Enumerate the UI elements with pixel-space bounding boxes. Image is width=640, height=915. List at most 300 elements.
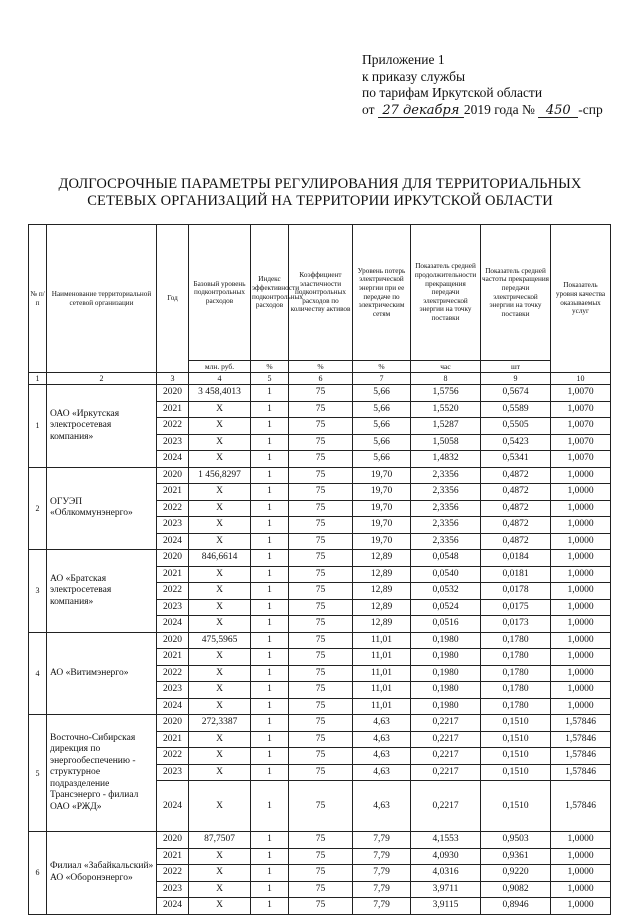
- data-cell: 1: [251, 665, 289, 682]
- unit-cell: %: [353, 361, 411, 373]
- data-cell: 1,0070: [551, 451, 611, 468]
- handwritten-date: 27 декабря: [378, 104, 464, 118]
- column-header: Базовый уровень подконтрольных расходов: [189, 225, 251, 361]
- data-cell: 1: [251, 698, 289, 715]
- data-cell: 1,57846: [551, 764, 611, 781]
- data-cell: 0,0532: [411, 583, 481, 600]
- row-number: 4: [29, 632, 47, 715]
- data-cell: 2024: [157, 781, 189, 832]
- data-cell: 19,70: [353, 500, 411, 517]
- data-cell: 75: [289, 616, 353, 633]
- data-cell: 2023: [157, 682, 189, 699]
- data-cell: 75: [289, 566, 353, 583]
- data-cell: 75: [289, 418, 353, 435]
- data-cell: 4,0316: [411, 865, 481, 882]
- row-number: 5: [29, 715, 47, 832]
- data-cell: 75: [289, 881, 353, 898]
- data-cell: 1,5058: [411, 434, 481, 451]
- data-cell: 7,79: [353, 865, 411, 882]
- data-cell: 2021: [157, 566, 189, 583]
- data-cell: 1: [251, 832, 289, 849]
- data-cell: 272,3387: [189, 715, 251, 732]
- data-cell: 1: [251, 781, 289, 832]
- data-cell: 1: [251, 748, 289, 765]
- data-cell: 1,0000: [551, 599, 611, 616]
- data-cell: 0,1980: [411, 665, 481, 682]
- data-cell: 2023: [157, 881, 189, 898]
- data-cell: 1: [251, 418, 289, 435]
- data-cell: 5,66: [353, 401, 411, 418]
- table-row: [29, 715, 611, 732]
- data-cell: 2,3356: [411, 500, 481, 517]
- document-title: [0, 176, 640, 210]
- data-cell: Х: [189, 665, 251, 682]
- data-cell: 2023: [157, 764, 189, 781]
- data-cell: 0,9361: [481, 848, 551, 865]
- data-cell: 1,0000: [551, 566, 611, 583]
- organization-name: АО «Витимэнерго»: [47, 632, 157, 715]
- organization-name: Филиал «Забайкальский» АО «Оборонэнерго»: [47, 832, 157, 915]
- data-cell: 0,1980: [411, 632, 481, 649]
- data-cell: 75: [289, 599, 353, 616]
- data-cell: 1,0070: [551, 385, 611, 402]
- data-cell: 0,2217: [411, 715, 481, 732]
- column-header: Уровень потерь электрической энергии при ее передаче по электрическим сетям: [353, 225, 411, 361]
- column-header: Коэффициент эластичности подконтрольных расходов по количеству активов: [289, 225, 353, 361]
- column-header: № п/п: [29, 225, 47, 373]
- column-number: 7: [353, 373, 411, 385]
- data-cell: Х: [189, 517, 251, 534]
- data-cell: 3 458,4013: [189, 385, 251, 402]
- row-number: 2: [29, 467, 47, 550]
- data-cell: 0,0175: [481, 599, 551, 616]
- data-cell: 1,0070: [551, 434, 611, 451]
- data-cell: 75: [289, 698, 353, 715]
- data-cell: 0,5423: [481, 434, 551, 451]
- data-cell: 0,0516: [411, 616, 481, 633]
- column-header: Показатель средней частоты прекращения передачи электрической энергии на точку поставки: [481, 225, 551, 361]
- data-cell: 0,5505: [481, 418, 551, 435]
- data-cell: 1,0000: [551, 881, 611, 898]
- data-cell: 75: [289, 583, 353, 600]
- data-cell: 0,1510: [481, 764, 551, 781]
- data-cell: 12,89: [353, 583, 411, 600]
- row-number: 3: [29, 550, 47, 633]
- data-cell: Х: [189, 566, 251, 583]
- data-cell: Х: [189, 731, 251, 748]
- appendix-date-line: [362, 102, 632, 119]
- data-cell: 75: [289, 865, 353, 882]
- handwritten-number: 450: [538, 104, 578, 118]
- data-cell: 75: [289, 682, 353, 699]
- data-cell: 0,4872: [481, 517, 551, 534]
- data-cell: 1: [251, 550, 289, 567]
- data-cell: 0,9082: [481, 881, 551, 898]
- parameters-table: [28, 224, 611, 915]
- unit-cell: час: [411, 361, 481, 373]
- data-cell: 87,7507: [189, 832, 251, 849]
- column-header: Наименование территориальной сетевой организации: [47, 225, 157, 373]
- data-cell: 0,2217: [411, 731, 481, 748]
- data-cell: 0,1510: [481, 731, 551, 748]
- data-cell: 75: [289, 748, 353, 765]
- data-cell: 1,57846: [551, 781, 611, 832]
- data-cell: 75: [289, 632, 353, 649]
- data-cell: 0,4872: [481, 500, 551, 517]
- data-cell: Х: [189, 583, 251, 600]
- data-cell: 1,0000: [551, 500, 611, 517]
- data-cell: Х: [189, 418, 251, 435]
- data-cell: Х: [189, 401, 251, 418]
- data-cell: 2020: [157, 715, 189, 732]
- data-cell: 1,0000: [551, 632, 611, 649]
- data-cell: 4,63: [353, 731, 411, 748]
- data-cell: 0,1780: [481, 682, 551, 699]
- data-cell: 3,9115: [411, 898, 481, 915]
- data-cell: 11,01: [353, 665, 411, 682]
- column-number: 4: [189, 373, 251, 385]
- data-cell: 1,0000: [551, 467, 611, 484]
- data-cell: 2,3356: [411, 484, 481, 501]
- data-cell: 1,0000: [551, 665, 611, 682]
- data-cell: 2022: [157, 665, 189, 682]
- data-cell: 1,0000: [551, 649, 611, 666]
- data-cell: 0,1980: [411, 649, 481, 666]
- data-cell: 2021: [157, 484, 189, 501]
- data-cell: 846,6614: [189, 550, 251, 567]
- data-cell: 2,3356: [411, 467, 481, 484]
- column-number: 1: [29, 373, 47, 385]
- data-cell: 1,0000: [551, 698, 611, 715]
- data-cell: 0,1780: [481, 632, 551, 649]
- data-cell: 1: [251, 616, 289, 633]
- data-cell: 1: [251, 583, 289, 600]
- data-cell: 75: [289, 832, 353, 849]
- column-header: Год: [157, 225, 189, 373]
- data-cell: 0,1780: [481, 665, 551, 682]
- data-cell: 1,0000: [551, 583, 611, 600]
- data-cell: 1: [251, 881, 289, 898]
- data-cell: 4,1553: [411, 832, 481, 849]
- data-cell: 75: [289, 467, 353, 484]
- data-cell: 12,89: [353, 599, 411, 616]
- data-cell: 2023: [157, 434, 189, 451]
- data-cell: 5,66: [353, 418, 411, 435]
- data-cell: 75: [289, 517, 353, 534]
- data-cell: 1: [251, 682, 289, 699]
- unit-cell: шт: [481, 361, 551, 373]
- data-cell: 1: [251, 865, 289, 882]
- data-cell: 75: [289, 533, 353, 550]
- data-cell: 0,1980: [411, 698, 481, 715]
- data-cell: 2021: [157, 401, 189, 418]
- data-cell: 2020: [157, 385, 189, 402]
- data-cell: 2020: [157, 632, 189, 649]
- data-cell: 2021: [157, 731, 189, 748]
- organization-name: Восточно-Сибирская дирекция по энергообеспечению - структурное подразделение Трансэнерго - филиал ОАО «РЖД»: [47, 715, 157, 832]
- data-cell: Х: [189, 616, 251, 633]
- data-cell: 0,5589: [481, 401, 551, 418]
- data-cell: 75: [289, 500, 353, 517]
- data-cell: 0,1780: [481, 649, 551, 666]
- data-cell: 0,2217: [411, 781, 481, 832]
- data-cell: 75: [289, 550, 353, 567]
- data-cell: 0,0178: [481, 583, 551, 600]
- data-cell: 2021: [157, 848, 189, 865]
- data-cell: 1: [251, 385, 289, 402]
- data-cell: 0,9220: [481, 865, 551, 882]
- column-header: Показатель уровня качества оказываемых услуг: [551, 225, 611, 373]
- data-cell: 1: [251, 599, 289, 616]
- data-cell: 1: [251, 533, 289, 550]
- data-cell: Х: [189, 865, 251, 882]
- data-cell: 2,3356: [411, 533, 481, 550]
- data-cell: 1,57846: [551, 731, 611, 748]
- data-cell: 1: [251, 434, 289, 451]
- column-number: 9: [481, 373, 551, 385]
- data-cell: 3,9711: [411, 881, 481, 898]
- table-row: [29, 467, 611, 484]
- data-cell: 2022: [157, 865, 189, 882]
- data-cell: 75: [289, 898, 353, 915]
- column-header: Показатель средней продолжительности прекращения передачи электрической энергии на точку поставки: [411, 225, 481, 361]
- appendix-line-3: по тарифам Иркутской области: [362, 85, 543, 100]
- data-cell: Х: [189, 484, 251, 501]
- data-cell: 0,0181: [481, 566, 551, 583]
- data-cell: 2022: [157, 583, 189, 600]
- data-cell: 12,89: [353, 566, 411, 583]
- data-cell: 19,70: [353, 533, 411, 550]
- data-cell: 0,5341: [481, 451, 551, 468]
- data-cell: 7,79: [353, 881, 411, 898]
- data-cell: 1: [251, 649, 289, 666]
- data-cell: 2024: [157, 533, 189, 550]
- column-number: 10: [551, 373, 611, 385]
- data-cell: 1,0000: [551, 517, 611, 534]
- data-cell: 0,9503: [481, 832, 551, 849]
- data-cell: 1,0000: [551, 832, 611, 849]
- data-cell: 0,0548: [411, 550, 481, 567]
- data-cell: 4,63: [353, 781, 411, 832]
- appendix-line-1: Приложение 1: [362, 52, 445, 67]
- data-cell: 75: [289, 715, 353, 732]
- title-line-1: ДОЛГОСРОЧНЫЕ ПАРАМЕТРЫ РЕГУЛИРОВАНИЯ ДЛЯ ТЕРРИТОРИАЛЬНЫХ: [58, 176, 582, 192]
- data-cell: 0,4872: [481, 484, 551, 501]
- data-cell: 75: [289, 848, 353, 865]
- data-cell: 1: [251, 500, 289, 517]
- data-cell: 4,63: [353, 764, 411, 781]
- data-cell: 2,3356: [411, 517, 481, 534]
- unit-cell: млн. руб.: [189, 361, 251, 373]
- data-cell: 2020: [157, 550, 189, 567]
- data-cell: 1,0000: [551, 533, 611, 550]
- data-cell: Х: [189, 599, 251, 616]
- data-cell: 0,4872: [481, 467, 551, 484]
- data-cell: 1,57846: [551, 748, 611, 765]
- organization-name: АО «Братская электросетевая компания»: [47, 550, 157, 633]
- data-cell: 0,0173: [481, 616, 551, 633]
- data-cell: 1,0000: [551, 484, 611, 501]
- data-cell: Х: [189, 898, 251, 915]
- data-cell: 2024: [157, 616, 189, 633]
- data-cell: 0,0184: [481, 550, 551, 567]
- data-cell: 1: [251, 467, 289, 484]
- appendix-line-2: к приказу службы: [362, 68, 466, 84]
- data-cell: 0,2217: [411, 748, 481, 765]
- data-cell: 2022: [157, 500, 189, 517]
- data-cell: 1: [251, 764, 289, 781]
- column-number: 3: [157, 373, 189, 385]
- data-cell: 75: [289, 731, 353, 748]
- data-cell: 0,1510: [481, 715, 551, 732]
- data-cell: 11,01: [353, 649, 411, 666]
- column-number-row: [29, 373, 611, 385]
- data-cell: 2022: [157, 748, 189, 765]
- data-cell: 1,0000: [551, 848, 611, 865]
- data-cell: Х: [189, 500, 251, 517]
- data-cell: 75: [289, 665, 353, 682]
- data-cell: 0,1510: [481, 781, 551, 832]
- data-cell: 19,70: [353, 517, 411, 534]
- data-cell: 5,66: [353, 451, 411, 468]
- data-cell: 2020: [157, 467, 189, 484]
- data-cell: 0,5674: [481, 385, 551, 402]
- date-middle: 2019 года №: [463, 101, 535, 117]
- data-cell: 2020: [157, 832, 189, 849]
- data-cell: 1,0070: [551, 418, 611, 435]
- data-cell: 1,0000: [551, 682, 611, 699]
- data-cell: 1: [251, 401, 289, 418]
- title-line-2: СЕТЕВЫХ ОРГАНИЗАЦИЙ НА ТЕРРИТОРИИ ИРКУТСКОЙ ОБЛАСТИ: [87, 193, 553, 209]
- data-cell: 0,4872: [481, 533, 551, 550]
- data-cell: Х: [189, 434, 251, 451]
- data-cell: Х: [189, 533, 251, 550]
- data-cell: 1: [251, 566, 289, 583]
- data-cell: 1: [251, 484, 289, 501]
- data-cell: 1,0070: [551, 401, 611, 418]
- table-row: [29, 550, 611, 567]
- data-cell: 1,5520: [411, 401, 481, 418]
- column-header: Индекс эффективности подконтрольных расходов: [251, 225, 289, 361]
- data-cell: 1,5756: [411, 385, 481, 402]
- data-cell: Х: [189, 781, 251, 832]
- header-row: [29, 225, 611, 361]
- unit-cell: %: [289, 361, 353, 373]
- column-number: 8: [411, 373, 481, 385]
- data-cell: 0,0524: [411, 599, 481, 616]
- data-cell: 11,01: [353, 682, 411, 699]
- organization-name: ОАО «Иркутская электросетевая компания»: [47, 385, 157, 468]
- column-number: 6: [289, 373, 353, 385]
- data-cell: 1,0000: [551, 898, 611, 915]
- data-cell: 1,0000: [551, 550, 611, 567]
- organization-name: ОГУЭП «Облкоммунэнерго»: [47, 467, 157, 550]
- data-cell: 1: [251, 517, 289, 534]
- data-cell: 1: [251, 898, 289, 915]
- date-suffix: -спр: [578, 101, 603, 117]
- data-cell: 0,2217: [411, 764, 481, 781]
- data-cell: Х: [189, 881, 251, 898]
- data-cell: 75: [289, 401, 353, 418]
- data-cell: 1: [251, 715, 289, 732]
- data-cell: Х: [189, 848, 251, 865]
- data-cell: Х: [189, 748, 251, 765]
- row-number: 6: [29, 832, 47, 915]
- data-cell: 7,79: [353, 898, 411, 915]
- data-cell: 0,1510: [481, 748, 551, 765]
- data-cell: Х: [189, 649, 251, 666]
- data-cell: 2023: [157, 517, 189, 534]
- data-cell: 19,70: [353, 467, 411, 484]
- data-cell: 75: [289, 385, 353, 402]
- data-cell: 12,89: [353, 616, 411, 633]
- data-cell: 75: [289, 451, 353, 468]
- data-cell: 1,0000: [551, 616, 611, 633]
- data-cell: 4,0930: [411, 848, 481, 865]
- data-cell: 12,89: [353, 550, 411, 567]
- data-cell: 0,0540: [411, 566, 481, 583]
- data-cell: 75: [289, 484, 353, 501]
- data-cell: 0,8946: [481, 898, 551, 915]
- data-cell: 1,4832: [411, 451, 481, 468]
- column-number: 2: [47, 373, 157, 385]
- data-cell: 1: [251, 731, 289, 748]
- data-cell: 75: [289, 764, 353, 781]
- column-number: 5: [251, 373, 289, 385]
- data-cell: Х: [189, 451, 251, 468]
- data-cell: 4,63: [353, 748, 411, 765]
- data-cell: 2024: [157, 698, 189, 715]
- data-cell: 1 456,8297: [189, 467, 251, 484]
- appendix-block: [362, 52, 632, 118]
- data-cell: 1,57846: [551, 715, 611, 732]
- table-row: [29, 632, 611, 649]
- data-cell: Х: [189, 698, 251, 715]
- date-prefix: от: [362, 101, 375, 117]
- table-body: [29, 225, 611, 915]
- data-cell: Х: [189, 764, 251, 781]
- data-cell: 75: [289, 649, 353, 666]
- table-row: [29, 832, 611, 849]
- data-cell: 75: [289, 434, 353, 451]
- data-cell: 11,01: [353, 698, 411, 715]
- data-cell: 0,1980: [411, 682, 481, 699]
- unit-cell: %: [251, 361, 289, 373]
- row-number: 1: [29, 385, 47, 468]
- table-row: [29, 385, 611, 402]
- data-cell: 11,01: [353, 632, 411, 649]
- data-cell: 2024: [157, 898, 189, 915]
- data-cell: 1: [251, 451, 289, 468]
- data-cell: 5,66: [353, 385, 411, 402]
- data-cell: 2021: [157, 649, 189, 666]
- data-cell: 1,5287: [411, 418, 481, 435]
- data-cell: 0,1780: [481, 698, 551, 715]
- data-cell: 19,70: [353, 484, 411, 501]
- data-cell: 2023: [157, 599, 189, 616]
- data-cell: 1: [251, 632, 289, 649]
- data-cell: 7,79: [353, 832, 411, 849]
- data-cell: 1: [251, 848, 289, 865]
- data-cell: Х: [189, 682, 251, 699]
- data-cell: 2024: [157, 451, 189, 468]
- data-cell: 7,79: [353, 848, 411, 865]
- data-cell: 75: [289, 781, 353, 832]
- data-cell: 475,5965: [189, 632, 251, 649]
- data-cell: 2022: [157, 418, 189, 435]
- data-cell: 4,63: [353, 715, 411, 732]
- data-cell: 5,66: [353, 434, 411, 451]
